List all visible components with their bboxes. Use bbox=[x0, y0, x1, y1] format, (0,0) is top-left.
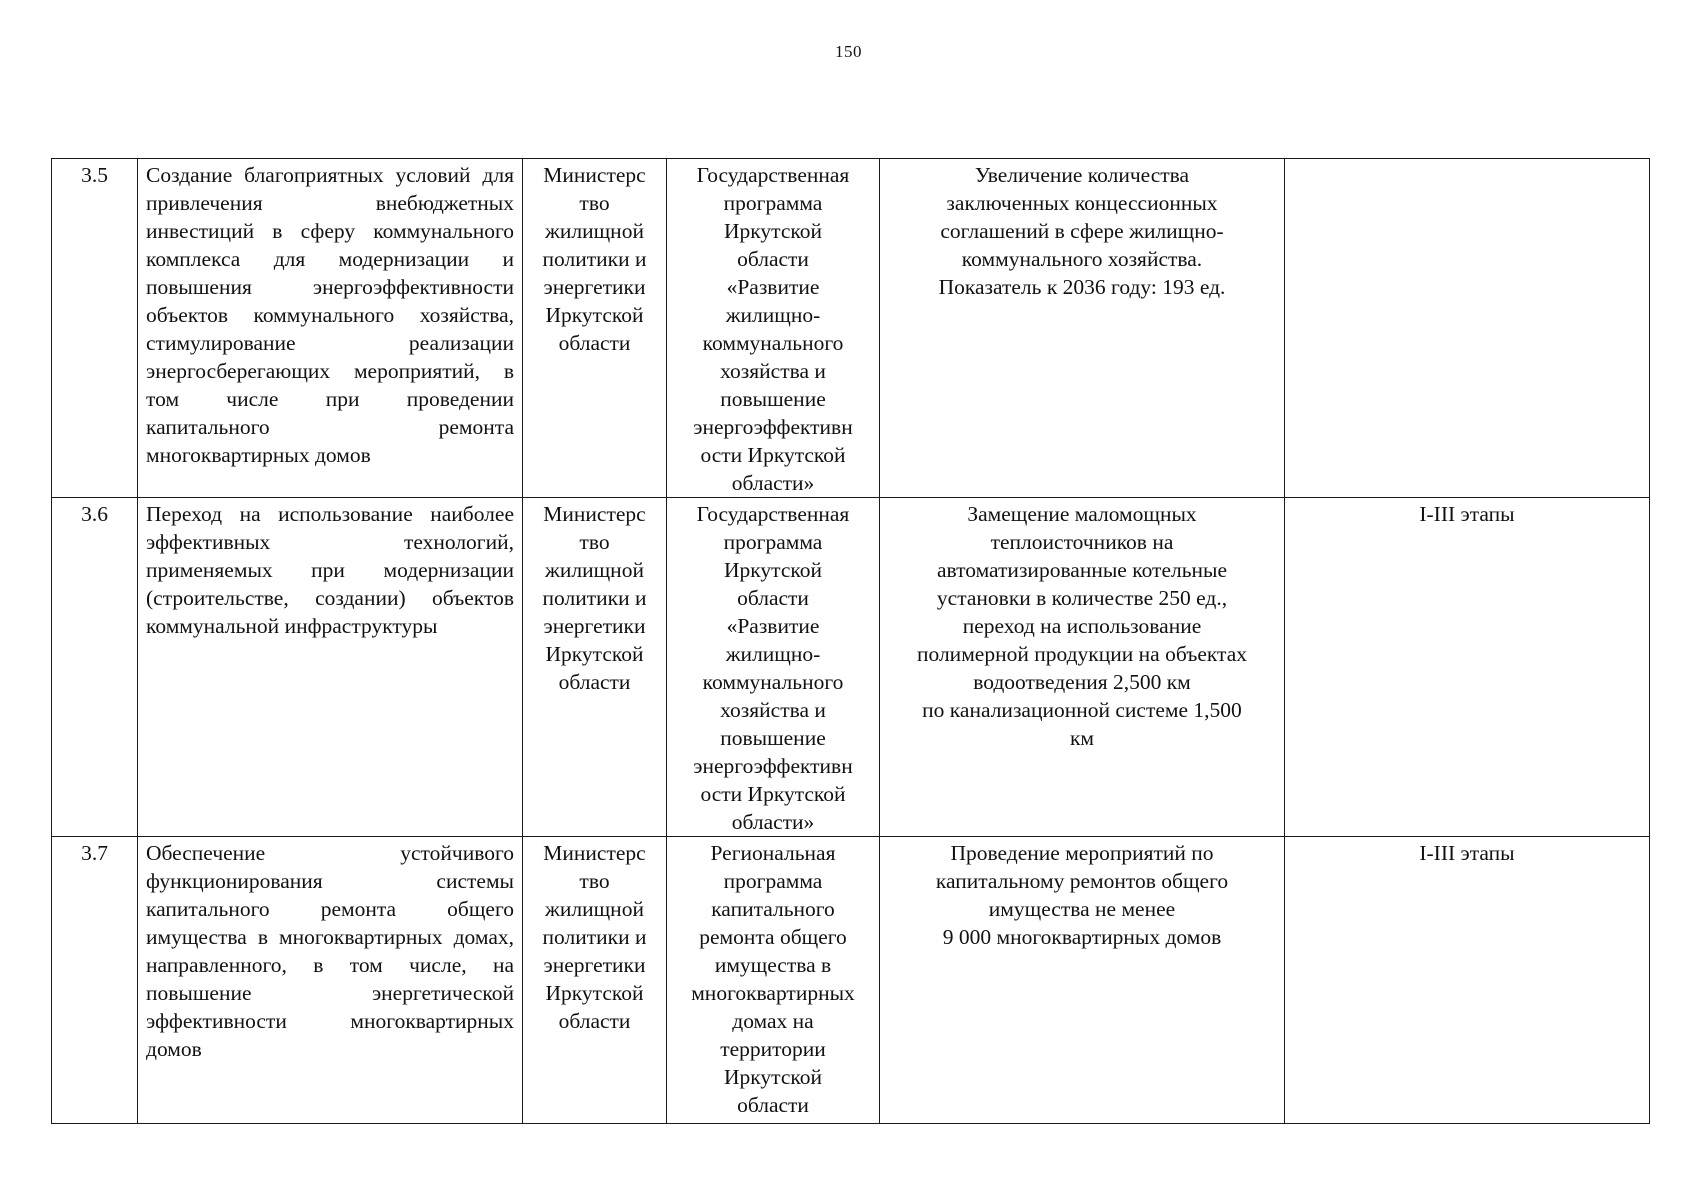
program-line: коммунального bbox=[702, 331, 844, 355]
executor-line: энергетики bbox=[543, 614, 646, 638]
program-cell bbox=[667, 837, 880, 1124]
row-number: 3.7 bbox=[52, 837, 138, 1124]
program-line: энергоэффективн bbox=[693, 754, 853, 778]
measures-table bbox=[51, 158, 1650, 1124]
row-number: 3.5 bbox=[52, 159, 138, 498]
result-line: заключенных концессионных bbox=[946, 191, 1218, 215]
program-cell bbox=[667, 498, 880, 837]
program-line: области bbox=[737, 586, 809, 610]
result-line: по канализационной системе 1,500 bbox=[922, 698, 1242, 722]
executor-line: политики и bbox=[542, 586, 647, 610]
program-line: «Развитие bbox=[726, 614, 820, 638]
executor-line: Иркутской bbox=[545, 981, 644, 1005]
stages-cell bbox=[1285, 159, 1650, 498]
executor-line: Иркутской bbox=[545, 303, 644, 327]
executor-line: Министерс bbox=[543, 163, 646, 187]
program-line: «Развитие bbox=[726, 275, 820, 299]
result-line: полимерной продукции на объектах bbox=[916, 642, 1247, 666]
program-line: области» bbox=[731, 810, 815, 834]
table-row bbox=[52, 498, 1650, 837]
program-line: Государственная bbox=[696, 502, 850, 526]
executor-line: области bbox=[558, 670, 631, 694]
result-line: имущества не менее bbox=[988, 897, 1176, 921]
executor-cell bbox=[523, 159, 667, 498]
program-line: программа bbox=[723, 869, 823, 893]
result-cell bbox=[880, 837, 1285, 1124]
program-line: программа bbox=[723, 191, 823, 215]
executor-cell bbox=[523, 498, 667, 837]
program-line: повышение bbox=[720, 726, 826, 750]
result-line: 9 000 многоквартирных домов bbox=[942, 925, 1222, 949]
table-row bbox=[52, 159, 1650, 498]
executor-line: жилищной bbox=[545, 897, 644, 921]
program-line: Региональная bbox=[710, 841, 836, 865]
result-line: капитальному ремонтов общего bbox=[935, 869, 1229, 893]
program-line: хозяйства и bbox=[720, 698, 826, 722]
result-line: переход на использование bbox=[962, 614, 1202, 638]
program-line: Иркутской bbox=[724, 558, 822, 582]
program-line: домах на bbox=[732, 1009, 814, 1033]
program-line: Государственная bbox=[696, 163, 850, 187]
stages-cell: I-III этапы bbox=[1285, 498, 1650, 837]
program-line: жилищно- bbox=[725, 642, 821, 666]
result-line: Замещение маломощных bbox=[967, 502, 1197, 526]
result-line: теплоисточников на bbox=[990, 530, 1174, 554]
program-line: жилищно- bbox=[725, 303, 821, 327]
program-line: Иркутской bbox=[724, 219, 822, 243]
program-line: области bbox=[737, 1093, 809, 1117]
result-line: соглашений в сфере жилищно- bbox=[940, 219, 1224, 243]
program-line: хозяйства и bbox=[720, 359, 826, 383]
result-line: Проведение мероприятий по bbox=[950, 841, 1214, 865]
result-cell bbox=[880, 498, 1285, 837]
executor-line: тво bbox=[579, 869, 610, 893]
page-number: 150 bbox=[835, 42, 862, 61]
stages-cell: I-III этапы bbox=[1285, 837, 1650, 1124]
program-line: капитального bbox=[711, 897, 835, 921]
measure-description: Обеспечение устойчивого функционирования системы капитального ремонта общего имущества в многоквартирных домах, направленного, в том числе, на повышение энергетической эффективности многоквартирных домов bbox=[138, 837, 523, 1124]
program-line: повышение bbox=[720, 387, 826, 411]
program-line: имущества в bbox=[714, 953, 832, 977]
program-line: ости Иркутской bbox=[700, 443, 846, 467]
executor-line: политики и bbox=[542, 925, 647, 949]
program-line: Иркутской bbox=[724, 1065, 822, 1089]
executor-line: энергетики bbox=[543, 275, 646, 299]
program-line: энергоэффективн bbox=[693, 415, 853, 439]
program-line: области bbox=[737, 247, 809, 271]
measure-description: Переход на использование наиболее эффективных технологий, применяемых при модернизации (строительстве, создании) объектов коммунальной инфраструктуры bbox=[138, 498, 523, 837]
program-line: области» bbox=[731, 471, 815, 495]
program-line: ремонта общего bbox=[699, 925, 847, 949]
program-line: программа bbox=[723, 530, 823, 554]
result-line: водоотведения 2,500 км bbox=[973, 670, 1191, 694]
executor-line: жилищной bbox=[545, 558, 644, 582]
executor-line: жилищной bbox=[545, 219, 644, 243]
result-line: коммунального хозяйства. bbox=[961, 247, 1203, 271]
program-line: территории bbox=[720, 1037, 826, 1061]
executor-line: Министерс bbox=[543, 841, 646, 865]
result-line: автоматизированные котельные bbox=[936, 558, 1228, 582]
executor-line: области bbox=[558, 331, 631, 355]
executor-cell bbox=[523, 837, 667, 1124]
executor-line: энергетики bbox=[543, 953, 646, 977]
program-line: коммунального bbox=[702, 670, 844, 694]
result-line: установки в количестве 250 ед., bbox=[936, 586, 1228, 610]
executor-line: Иркутской bbox=[545, 642, 644, 666]
program-line: ости Иркутской bbox=[700, 782, 846, 806]
result-line: Увеличение количества bbox=[974, 163, 1190, 187]
executor-line: тво bbox=[579, 530, 610, 554]
program-cell bbox=[667, 159, 880, 498]
result-line: км bbox=[1069, 726, 1095, 750]
executor-line: тво bbox=[579, 191, 610, 215]
row-number: 3.6 bbox=[52, 498, 138, 837]
result-cell bbox=[880, 159, 1285, 498]
executor-line: области bbox=[558, 1009, 631, 1033]
executor-line: политики и bbox=[542, 247, 647, 271]
executor-line: Министерс bbox=[543, 502, 646, 526]
program-line: многоквартирных bbox=[691, 981, 855, 1005]
table-row bbox=[52, 837, 1650, 1124]
measure-description: Создание благоприятных условий для привлечения внебюджетных инвестиций в сферу коммунального комплекса для модернизации и повышения энергоэффективности объектов коммунального хозяйства, стимулирование реализации энергосберегающих мероприятий, в том числе при проведении капитального ремонта многоквартирных домов bbox=[138, 159, 523, 498]
result-line: Показатель к 2036 году: 193 ед. bbox=[938, 275, 1226, 299]
